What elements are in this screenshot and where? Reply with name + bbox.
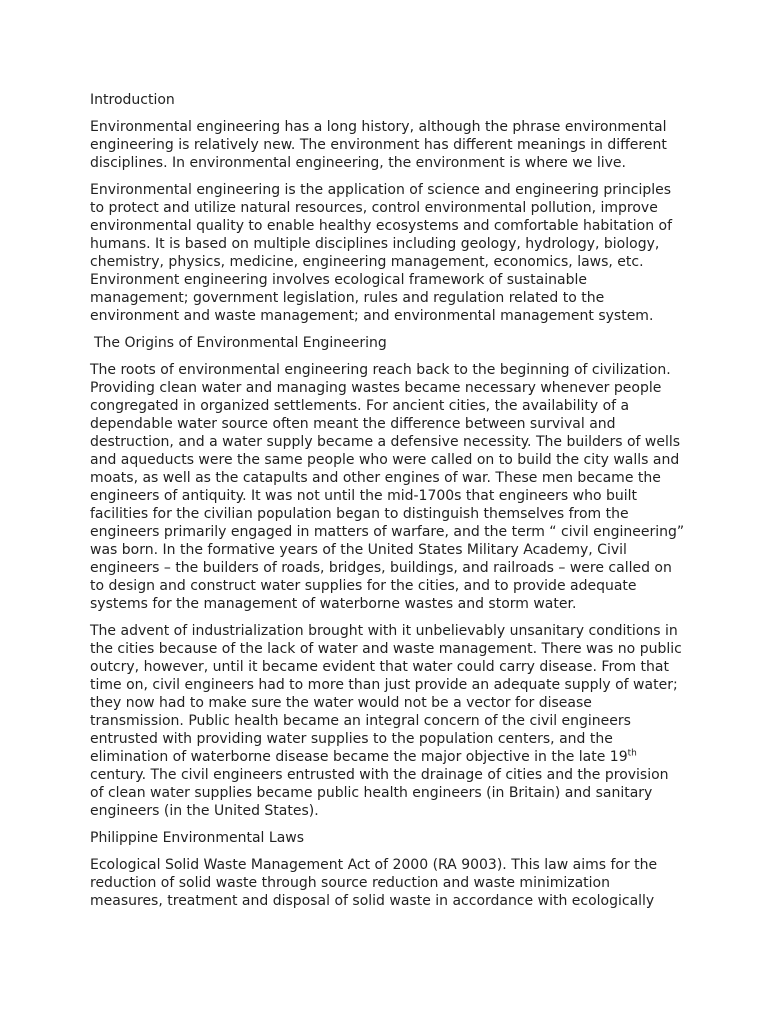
text-line: The roots of environmental engineering reach back to the beginning of civilization. <box>90 362 671 378</box>
text-line: reduction of solid waste through source reduction and waste minimization <box>90 875 610 891</box>
section-heading-philippine-laws: Philippine Environmental Laws <box>90 830 305 846</box>
paragraph-origins-1 <box>90 361 684 613</box>
text-line: The advent of industrialization brought with it unbelievably unsanitary conditions in <box>90 623 678 639</box>
text-line: the cities because of the lack of water and waste management. There was no public <box>90 641 682 657</box>
text-line: moats, as well as the catapults and other engines of war. These men became the <box>90 470 661 486</box>
text-line: destruction, and a water supply became a defensive necessity. The builders of wells <box>90 434 681 450</box>
text-line: humans. It is based on multiple disciplines including geology, hydrology, biology, <box>90 236 660 252</box>
text-line: transmission. Public health became an integral concern of the civil engineers <box>90 713 631 729</box>
text-line: congregated in organized settlements. For ancient cities, the availability of a <box>90 398 630 414</box>
section-heading-origins: The Origins of Environmental Engineering <box>94 335 387 351</box>
text-line: Ecological Solid Waste Management Act of 2000 (RA 9003). This law aims for the <box>90 857 658 873</box>
text-line: systems for the management of waterborne wastes and storm water. <box>90 596 577 612</box>
ordinal-superscript: th <box>627 748 637 759</box>
text-line: Providing clean water and managing wastes became necessary whenever people <box>90 380 662 396</box>
text-line: dependable water source often meant the difference between survival and <box>90 416 616 432</box>
text-line-main: elimination of waterborne disease became the major objective in the late 19 <box>90 749 628 765</box>
text-line: environment and waste management; and environmental management system. <box>90 308 654 324</box>
paragraph-origins-2 <box>90 622 684 820</box>
text-line: was born. In the formative years of the United States Military Academy, Civil <box>90 542 627 558</box>
text-line: of clean water supplies became public health engineers (in Britain) and sanitary <box>90 785 653 801</box>
text-line: engineers (in the United States). <box>90 803 319 819</box>
text-line: they now had to make sure the water would not be a vector for disease <box>90 695 592 711</box>
text-line: time on, civil engineers had to more than just provide an adequate supply of water; <box>90 677 678 693</box>
text-line: to design and construct water supplies for the cities, and to provide adequate <box>90 578 637 594</box>
text-line: Environmental engineering has a long history, although the phrase environmental <box>90 119 667 135</box>
text-line: Environment engineering involves ecological framework of sustainable <box>90 272 587 288</box>
text-line: to protect and utilize natural resources, control environmental pollution, improve <box>90 200 658 216</box>
text-line: Environmental engineering is the application of science and engineering principles <box>90 182 672 198</box>
text-line: entrusted with providing water supplies to the population centers, and the <box>90 731 613 747</box>
paragraph-intro-1 <box>90 118 684 172</box>
text-line: and aqueducts were the same people who were called on to build the city walls and <box>90 452 680 468</box>
section-heading-introduction: Introduction <box>90 92 175 108</box>
text-line: engineers primarily engaged in matters of warfare, and the term “ civil engineering” <box>90 524 685 540</box>
text-line: facilities for the civilian population began to distinguish themselves from the <box>90 506 629 522</box>
paragraph-laws-1 <box>90 856 684 910</box>
text-line: outcry, however, until it became evident that water could carry disease. From that <box>90 659 669 675</box>
text-line: engineering is relatively new. The environment has different meanings in different <box>90 137 667 153</box>
text-line: environmental quality to enable healthy ecosystems and comfortable habitation of <box>90 218 673 234</box>
text-line-with-superscript <box>90 748 684 766</box>
paragraph-intro-2 <box>90 181 684 325</box>
text-line: chemistry, physics, medicine, engineering management, economics, laws, etc. <box>90 254 644 270</box>
text-line: engineers of antiquity. It was not until the mid-1700s that engineers who built <box>90 488 638 504</box>
text-line: management; government legislation, rules and regulation related to the <box>90 290 605 306</box>
text-line: century. The civil engineers entrusted with the drainage of cities and the provision <box>90 767 669 783</box>
text-line: measures, treatment and disposal of solid waste in accordance with ecologically <box>90 893 655 909</box>
text-line: disciplines. In environmental engineering, the environment is where we live. <box>90 155 626 171</box>
text-line: engineers – the builders of roads, bridges, buildings, and railroads – were called on <box>90 560 672 576</box>
